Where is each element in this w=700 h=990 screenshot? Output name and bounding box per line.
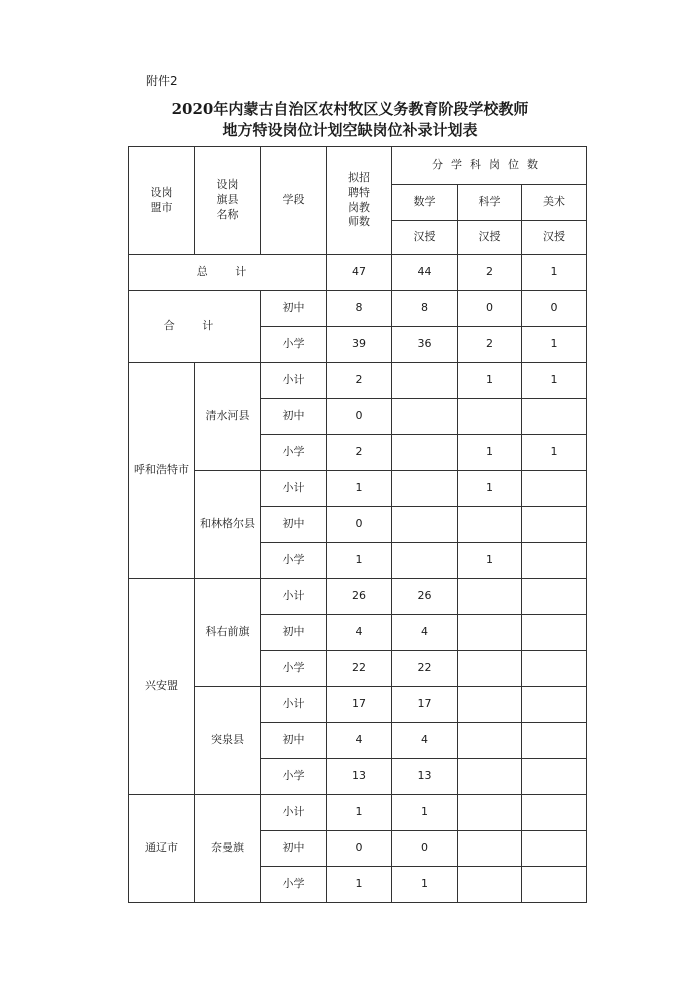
planned-cell: 2 [327, 363, 392, 399]
vacancy-plan-table [128, 146, 587, 903]
league-city-cell: 兴安盟 [129, 579, 195, 795]
header-lang-science: 汉授 [458, 221, 522, 255]
science-cell [458, 687, 522, 723]
table-row [129, 795, 587, 831]
math-cell [392, 507, 458, 543]
art-cell [522, 615, 587, 651]
art-cell [522, 507, 587, 543]
math-cell: 22 [392, 651, 458, 687]
header-subject-math: 数学 [392, 185, 458, 221]
science-cell: 0 [458, 291, 522, 327]
art-cell [522, 867, 587, 903]
art-cell: 1 [522, 327, 587, 363]
art-cell [522, 723, 587, 759]
stage-cell: 小学 [261, 543, 327, 579]
planned-cell: 1 [327, 867, 392, 903]
planned-cell: 0 [327, 831, 392, 867]
planned-cell: 0 [327, 399, 392, 435]
math-cell: 0 [392, 831, 458, 867]
stage-cell: 初中 [261, 291, 327, 327]
math-cell [392, 543, 458, 579]
art-cell [522, 651, 587, 687]
header-subject-science: 科学 [458, 185, 522, 221]
grand-total-math: 44 [392, 255, 458, 291]
stage-cell: 小计 [261, 471, 327, 507]
league-city-cell: 呼和浩特市 [129, 363, 195, 579]
planned-cell: 26 [327, 579, 392, 615]
county-name-cell: 突泉县 [195, 687, 261, 795]
stage-cell: 初中 [261, 507, 327, 543]
science-cell [458, 831, 522, 867]
header-lang-math: 汉授 [392, 221, 458, 255]
science-cell [458, 867, 522, 903]
stage-cell: 小计 [261, 579, 327, 615]
table-row [129, 471, 587, 507]
science-cell: 1 [458, 363, 522, 399]
art-cell [522, 687, 587, 723]
science-cell [458, 579, 522, 615]
planned-cell: 13 [327, 759, 392, 795]
stage-cell: 小学 [261, 327, 327, 363]
county-name-cell: 清水河县 [195, 363, 261, 471]
science-cell [458, 651, 522, 687]
math-cell [392, 399, 458, 435]
header-league-city: 设岗 盟市 [129, 147, 195, 255]
subtotal-row [129, 291, 587, 327]
math-cell: 13 [392, 759, 458, 795]
grand-total-art: 1 [522, 255, 587, 291]
header-subject-group: 分学科岗位数 [392, 147, 587, 185]
art-cell [522, 759, 587, 795]
table-row [129, 579, 587, 615]
math-cell: 4 [392, 615, 458, 651]
stage-cell: 小学 [261, 435, 327, 471]
stage-cell: 小计 [261, 687, 327, 723]
planned-cell: 1 [327, 543, 392, 579]
math-cell [392, 435, 458, 471]
stage-cell: 小学 [261, 867, 327, 903]
stage-cell: 初中 [261, 723, 327, 759]
science-cell [458, 507, 522, 543]
science-cell [458, 759, 522, 795]
header-subject-art: 美术 [522, 185, 587, 221]
art-cell: 0 [522, 291, 587, 327]
planned-cell: 8 [327, 291, 392, 327]
math-cell: 1 [392, 795, 458, 831]
science-cell: 1 [458, 435, 522, 471]
math-cell [392, 363, 458, 399]
planned-cell: 1 [327, 795, 392, 831]
art-cell [522, 795, 587, 831]
planned-cell: 2 [327, 435, 392, 471]
county-name-cell: 科右前旗 [195, 579, 261, 687]
art-cell [522, 471, 587, 507]
document-title-line1: 2020年内蒙古自治区农村牧区义务教育阶段学校教师 [171, 100, 529, 118]
science-cell [458, 399, 522, 435]
planned-cell: 17 [327, 687, 392, 723]
league-city-cell: 通辽市 [129, 795, 195, 903]
math-cell: 26 [392, 579, 458, 615]
planned-cell: 1 [327, 471, 392, 507]
science-cell: 1 [458, 543, 522, 579]
math-cell: 1 [392, 867, 458, 903]
art-cell [522, 579, 587, 615]
art-cell [522, 399, 587, 435]
grand-total-science: 2 [458, 255, 522, 291]
art-cell [522, 831, 587, 867]
planned-cell: 22 [327, 651, 392, 687]
math-cell: 4 [392, 723, 458, 759]
table-row [129, 363, 587, 399]
attachment-label: 附件2 [146, 74, 178, 88]
math-cell: 17 [392, 687, 458, 723]
planned-cell: 0 [327, 507, 392, 543]
stage-cell: 小计 [261, 363, 327, 399]
math-cell [392, 471, 458, 507]
art-cell: 1 [522, 435, 587, 471]
header-county: 设岗 旗县 名称 [195, 147, 261, 255]
science-cell: 2 [458, 327, 522, 363]
art-cell [522, 543, 587, 579]
planned-cell: 4 [327, 723, 392, 759]
math-cell: 36 [392, 327, 458, 363]
science-cell [458, 615, 522, 651]
document-title-line2: 地方特设岗位计划空缺岗位补录计划表 [222, 121, 478, 139]
table-row [129, 687, 587, 723]
grand-total-label: 总 计 [129, 255, 327, 291]
header-row-1 [129, 147, 587, 185]
stage-cell: 小计 [261, 795, 327, 831]
header-stage: 学段 [261, 147, 327, 255]
science-cell [458, 723, 522, 759]
stage-cell: 初中 [261, 399, 327, 435]
county-name-cell: 和林格尔县 [195, 471, 261, 579]
art-cell: 1 [522, 363, 587, 399]
science-cell: 1 [458, 471, 522, 507]
subtotal-label: 合 计 [129, 291, 261, 363]
header-planned: 拟招 聘特 岗教 师数 [327, 147, 392, 255]
stage-cell: 小学 [261, 651, 327, 687]
grand-total-row [129, 255, 587, 291]
science-cell [458, 795, 522, 831]
grand-total-planned: 47 [327, 255, 392, 291]
stage-cell: 小学 [261, 759, 327, 795]
math-cell: 8 [392, 291, 458, 327]
stage-cell: 初中 [261, 615, 327, 651]
planned-cell: 39 [327, 327, 392, 363]
county-name-cell: 奈曼旗 [195, 795, 261, 903]
planned-cell: 4 [327, 615, 392, 651]
header-lang-art: 汉授 [522, 221, 587, 255]
stage-cell: 初中 [261, 831, 327, 867]
